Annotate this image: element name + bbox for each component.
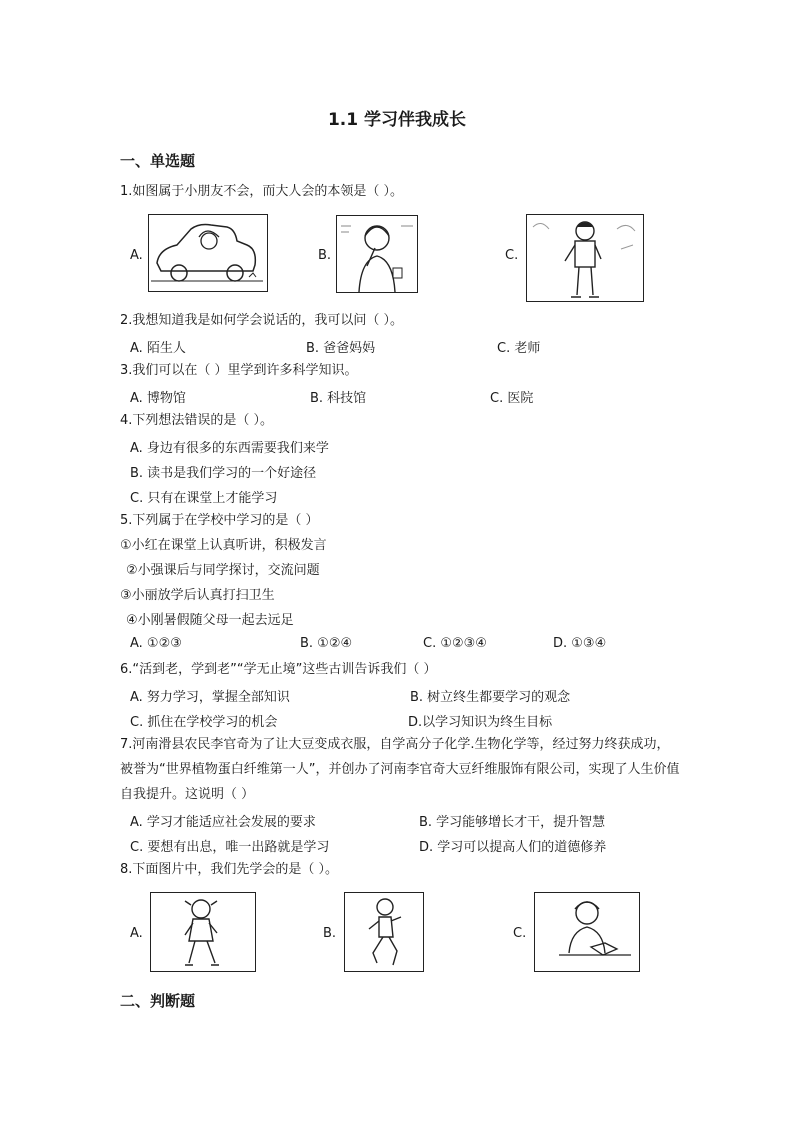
question-6-option-b[interactable]: B. 树立终生都要学习的观念 — [410, 690, 571, 705]
question-1-option-b-label[interactable]: B. — [318, 248, 332, 263]
question-7-stem: 7.河南滑县农民李官奇为了让大豆变成衣服，自学高分子化学.生物化学等，经过努力终获成功，被誉为“世界植物蛋白纤维第一人”，并创办了河南李官奇大豆纤维服饰有限公司，实现了人生价值自我提升。这说明（ ） — [120, 737, 680, 802]
question-5-stem: 5.下列属于在学校中学习的是（ ） — [120, 513, 319, 528]
question-1-option-c-label[interactable]: C. — [505, 248, 519, 263]
question-3-option-a[interactable]: A. 博物馆 — [130, 391, 186, 406]
question-2-stem: 2.我想知道我是如何学会说话的，我可以问（ ）。 — [120, 313, 404, 328]
section-heading-single-choice: 一、单选题 — [120, 152, 196, 170]
question-4-option-c[interactable]: C. 只有在课堂上才能学习 — [130, 491, 278, 506]
question-1-stem: 1.如图属于小朋友不会，而大人会的本领是（ ）。 — [120, 184, 404, 199]
question-7-option-d[interactable]: D. 学习可以提高人们的道德修养 — [419, 840, 607, 855]
girl-walking-drawing — [151, 893, 255, 971]
child-brushing-teeth-image — [336, 215, 418, 293]
child-brushing-teeth-drawing — [337, 216, 417, 292]
question-5-option-b[interactable]: B. ①②④ — [300, 636, 353, 651]
boy-running-image — [344, 892, 424, 972]
question-5-statement-3: ③小丽放学后认真打扫卫生 — [120, 588, 275, 603]
question-8-option-c-label[interactable]: C. — [513, 926, 527, 941]
question-6-option-d[interactable]: D.以学习知识为终生目标 — [408, 715, 553, 730]
question-5-option-a[interactable]: A. ①②③ — [130, 636, 182, 651]
question-4-option-b[interactable]: B. 读书是我们学习的一个好途径 — [130, 466, 317, 481]
question-5-option-c[interactable]: C. ①②③④ — [423, 636, 487, 651]
question-8-option-a-label[interactable]: A. — [130, 926, 143, 941]
question-3-stem: 3.我们可以在（ ）里学到许多科学知识。 — [120, 363, 358, 378]
question-1-option-a-label[interactable]: A. — [130, 248, 143, 263]
child-reading-image — [534, 892, 640, 972]
question-5-statement-4: ④小刚暑假随父母一起去远足 — [126, 613, 294, 628]
question-8-stem: 8.下面图片中，我们先学会的是（ ）。 — [120, 862, 339, 877]
question-6-stem: 6.“活到老，学到老”“学无止境”这些古训告诉我们（ ） — [120, 662, 437, 677]
car-driving-drawing — [149, 215, 267, 291]
child-reading-drawing — [535, 893, 639, 971]
question-3-option-b[interactable]: B. 科技馆 — [310, 391, 367, 406]
question-7-option-c[interactable]: C. 要想有出息，唯一出路就是学习 — [130, 840, 330, 855]
section-heading-true-false: 二、判断题 — [120, 992, 196, 1010]
question-2-option-a[interactable]: A. 陌生人 — [130, 341, 186, 356]
question-3-option-c[interactable]: C. 医院 — [490, 391, 534, 406]
car-driving-image — [148, 214, 268, 292]
question-4-option-a[interactable]: A. 身边有很多的东西需要我们来学 — [130, 441, 329, 456]
question-5-statement-1: ①小红在课堂上认真听讲，积极发言 — [120, 538, 327, 553]
man-standing-image — [526, 214, 644, 302]
question-8-option-b-label[interactable]: B. — [323, 926, 337, 941]
question-4-stem: 4.下列想法错误的是（ ）。 — [120, 413, 274, 428]
man-standing-drawing — [527, 215, 643, 301]
page-title: 1.1 学习伴我成长 — [327, 110, 467, 130]
question-7-option-a[interactable]: A. 学习才能适应社会发展的要求 — [130, 815, 316, 830]
question-2-option-c[interactable]: C. 老师 — [497, 341, 541, 356]
boy-running-drawing — [345, 893, 423, 971]
question-5-statement-2: ②小强课后与同学探讨，交流问题 — [126, 563, 320, 578]
question-2-option-b[interactable]: B. 爸爸妈妈 — [306, 341, 376, 356]
question-5-option-d[interactable]: D. ①③④ — [553, 636, 607, 651]
girl-walking-image — [150, 892, 256, 972]
question-7-option-b[interactable]: B. 学习能够增长才干，提升智慧 — [419, 815, 606, 830]
question-6-option-a[interactable]: A. 努力学习，掌握全部知识 — [130, 690, 290, 705]
question-6-option-c[interactable]: C. 抓住在学校学习的机会 — [130, 715, 278, 730]
